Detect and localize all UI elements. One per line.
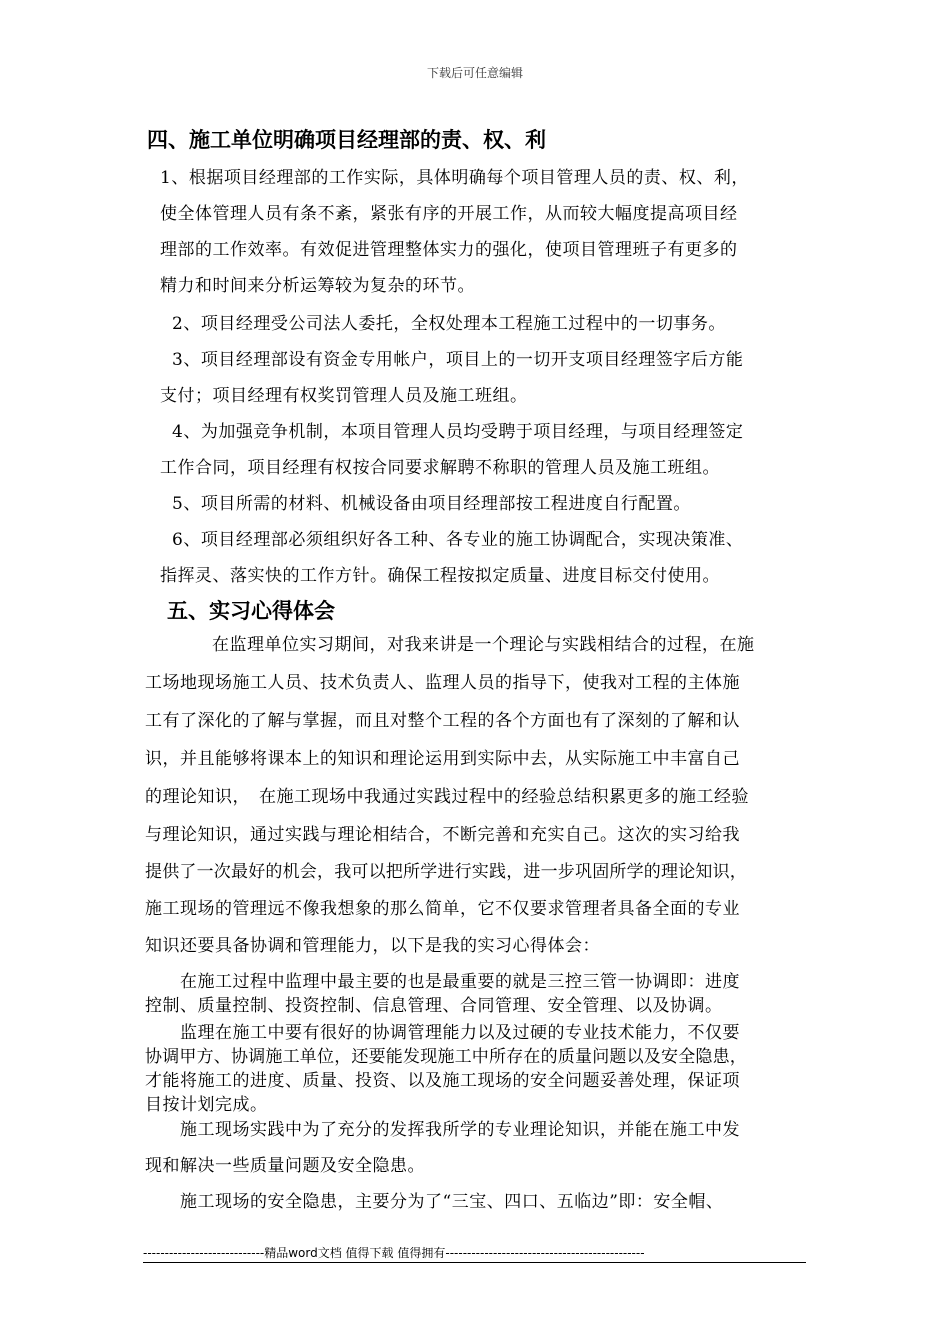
s4-line: 3、项目经理部设有资金专用帐户，项目上的一切开支项目经理签字后方能 <box>172 350 744 370</box>
s5-p1-line: 施工现场的管理远不像我想象的那么简单，它不仅要求管理者具备全面的专业 <box>145 899 740 919</box>
s4-line: 2、项目经理受公司法人委托，全权处理本工程施工过程中的一切事务。 <box>172 314 726 334</box>
s4-line: 支付；项目经理有权奖罚管理人员及施工班组。 <box>160 386 528 406</box>
section-4-heading: 四、施工单位明确项目经理部的责、权、利 <box>147 128 546 152</box>
s4-line: 工作合同，项目经理有权按合同要求解聘不称职的管理人员及施工班组。 <box>160 458 720 478</box>
s4-line: 指挥灵、落实快的工作方针。确保工程按拟定质量、进度目标交付使用。 <box>160 566 720 586</box>
s5-p1-line: 工有了深化的了解与掌握，而且对整个工程的各个方面也有了深刻的了解和认 <box>145 711 740 731</box>
s4-line: 5、项目所需的材料、机械设备由项目经理部按工程进度自行配置。 <box>172 494 691 514</box>
section-5-heading: 五、实习心得体会 <box>167 599 335 623</box>
footer-rule <box>143 1262 806 1263</box>
s4-line: 精力和时间来分析运筹较为复杂的环节。 <box>160 276 475 296</box>
s5-p1-line: 知识还要具备协调和管理能力，以下是我的实习心得体会： <box>145 936 600 956</box>
s5-p1-line: 识，并且能够将课本上的知识和理论运用到实际中去，从实际施工中丰富自己 <box>145 749 740 769</box>
s5-p1-line: 工场地现场施工人员、技术负责人、监理人员的指导下，使我对工程的主体施 <box>145 673 740 693</box>
s4-line: 理部的工作效率。有效促进管理整体实力的强化，使项目管理班子有更多的 <box>160 240 738 260</box>
header-note: 下载后可任意编辑 <box>426 66 523 80</box>
s5-p4-line: 施工现场实践中为了充分的发挥我所学的专业理论知识，并能在施工中发 <box>180 1120 740 1140</box>
s5-p1-line: 提供了一次最好的机会，我可以把所学进行实践，进一步巩固所学的理论知识， <box>145 862 747 882</box>
s5-p1-line: 在监理单位实习期间，对我来讲是一个理论与实践相结合的过程，在施 <box>212 635 755 655</box>
s5-p1-line: 的理论知识， 在施工现场中我通过实践过程中的经验总结积累更多的施工经验 <box>145 787 749 807</box>
s4-line: 1、根据项目经理部的工作实际，具体明确每个项目管理人员的责、权、利， <box>160 168 749 188</box>
s5-p4-line: 现和解决一些质量问题及安全隐患。 <box>145 1156 425 1176</box>
s5-p3-line: 监理在施工中要有很好的协调管理能力以及过硬的专业技术能力，不仅要 <box>180 1023 740 1043</box>
s5-p3-line: 才能将施工的进度、质量、投资、以及施工现场的安全问题妥善处理，保证项 <box>145 1071 740 1091</box>
s4-line: 6、项目经理部必须组织好各工种、各专业的施工协调配合，实现决策准、 <box>172 530 744 550</box>
s4-line: 4、为加强竞争机制，本项目管理人员均受聘于项目经理，与项目经理签定 <box>172 422 744 442</box>
s5-p5-line: 施工现场的安全隐患，主要分为了“三宝、四口、五临边”即：安全帽、 <box>180 1192 724 1212</box>
s5-p3-line: 目按计划完成。 <box>145 1095 268 1115</box>
footer-note: ----------------------------精品word文档 值得下载 值得拥有---------------------------------------------- <box>143 1246 645 1260</box>
s5-p2-line: 控制、质量控制、投资控制、信息管理、合同管理、安全管理、以及协调。 <box>145 996 723 1016</box>
s5-p3-line: 协调甲方、协调施工单位，还要能发现施工中所存在的质量问题以及安全隐患， <box>145 1047 747 1067</box>
s5-p2-line: 在施工过程中监理中最主要的也是最重要的就是三控三管一协调即：进度 <box>180 972 740 992</box>
s5-p1-line: 与理论知识，通过实践与理论相结合，不断完善和充实自己。这次的实习给我 <box>145 825 740 845</box>
s4-line: 使全体管理人员有条不紊，紧张有序的开展工作，从而较大幅度提高项目经 <box>160 204 738 224</box>
